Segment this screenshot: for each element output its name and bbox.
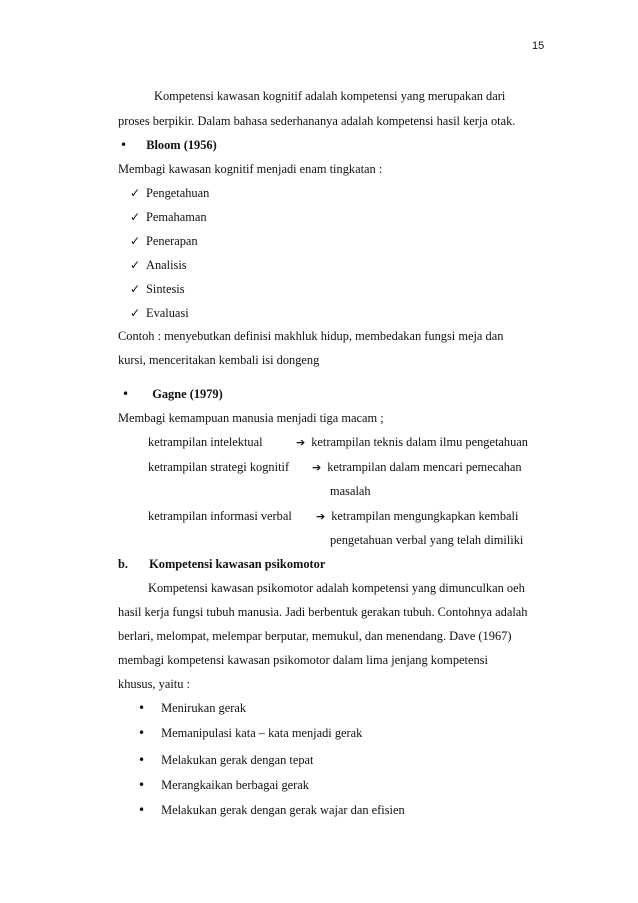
psikomotor-heading: Kompetensi kawasan psikomotor (149, 557, 326, 571)
intro-line-2: proses berpikir. Dalam bahasa sederhananya adalah kompetensi hasil kerja otak. (118, 114, 516, 128)
gagne-item-term: ketrampilan strategi kognitif (148, 460, 290, 474)
bloom-level-label: Evaluasi (146, 306, 189, 320)
gagne-item-desc: ketrampilan dalam mencari pemecahan (327, 460, 522, 474)
checkmark-icon: ✓ (130, 282, 141, 296)
gagne-item (148, 508, 292, 524)
bloom-heading: Bloom (1956) (146, 138, 217, 152)
gagne-item-desc-cont: pengetahuan verbal yang telah dimiliki (330, 533, 524, 547)
gagne-item-desc-row (316, 508, 518, 525)
checkmark-icon: ✓ (130, 210, 141, 224)
bullet-icon: • (122, 387, 130, 401)
psikomotor-level (138, 725, 362, 741)
bullet-icon: • (138, 803, 146, 817)
checkmark-icon: ✓ (130, 186, 141, 200)
checkmark-icon: ✓ (130, 306, 141, 320)
psikomotor-para-line: hasil kerja fungsi tubuh manusia. Jadi berbentuk gerakan tubuh. Contohnya adalah (118, 605, 528, 619)
psikomotor-level-label: Memanipulasi kata – kata menjadi gerak (161, 726, 363, 740)
arrow-right-icon: ➔ (312, 461, 322, 474)
intro-line-1 (154, 88, 544, 104)
bloom-level-label: Pemahaman (146, 210, 207, 224)
bloom-level-label: Penerapan (146, 234, 198, 248)
gagne-item-term: ketrampilan informasi verbal (148, 509, 292, 523)
bloom-example-line-2: kursi, menceritakan kembali isi dongeng (118, 353, 320, 367)
psikomotor-level-label: Melakukan gerak dengan tepat (161, 753, 314, 767)
psikomotor-level-label: Merangkaikan berbagai gerak (161, 778, 310, 792)
psikomotor-level-label: Melakukan gerak dengan gerak wajar dan efisien (161, 803, 405, 817)
psikomotor-level (138, 777, 309, 793)
psikomotor-level (138, 802, 405, 818)
gagne-item (148, 434, 263, 450)
gagne-lead: Membagi kemampuan manusia menjadi tiga macam ; (118, 411, 384, 425)
psikomotor-heading-row (118, 556, 325, 572)
bullet-icon: • (138, 778, 146, 792)
psikomotor-level (138, 752, 314, 768)
gagne-heading: Gagne (1979) (152, 387, 223, 401)
gagne-item-term: ketrampilan intelektual (148, 435, 263, 449)
bloom-example-line-1: Contoh : menyebutkan definisi makhluk hidup, membedakan fungsi meja dan (118, 329, 504, 343)
bloom-level (130, 257, 187, 273)
gagne-item-desc-cont: masalah (330, 484, 371, 498)
psikomotor-para-line: membagi kompetensi kawasan psikomotor dalam lima jenjang kompetensi (118, 653, 488, 667)
section-marker: b. (118, 557, 128, 571)
bullet-icon: • (138, 726, 146, 740)
gagne-heading-row (122, 386, 223, 402)
bloom-level (130, 305, 189, 321)
bloom-level (130, 209, 207, 225)
bloom-level-label: Pengetahuan (146, 186, 210, 200)
psikomotor-para-line: berlari, melompat, melempar berputar, memukul, dan menendang. Dave (1967) (118, 629, 512, 643)
bloom-level-label: Sintesis (146, 282, 185, 296)
psikomotor-level (138, 700, 246, 716)
gagne-item (148, 459, 289, 475)
bloom-level (130, 185, 209, 201)
gagne-item-desc-row (312, 459, 522, 476)
checkmark-icon: ✓ (130, 258, 141, 272)
bullet-icon: • (138, 753, 146, 767)
gagne-item-desc: ketrampilan mengungkapkan kembali (331, 509, 519, 523)
bloom-level (130, 281, 185, 297)
gagne-item-desc: ketrampilan teknis dalam ilmu pengetahuan (311, 435, 528, 449)
psikomotor-para-line: khusus, yaitu : (118, 677, 190, 691)
psikomotor-para-line: Kompetensi kawasan psikomotor adalah kompetensi yang dimunculkan oeh (148, 581, 525, 595)
page-number: 15 (532, 40, 545, 52)
gagne-item-desc-row (296, 434, 528, 451)
bullet-icon: • (120, 138, 128, 152)
psikomotor-level-label: Menirukan gerak (161, 701, 247, 715)
bloom-level-label: Analisis (146, 258, 187, 272)
checkmark-icon: ✓ (130, 234, 141, 248)
arrow-right-icon: ➔ (316, 510, 326, 523)
bloom-level (130, 233, 198, 249)
arrow-right-icon: ➔ (296, 436, 306, 449)
bloom-heading-row (120, 137, 217, 153)
intro-text-1: Kompetensi kawasan kognitif adalah kompetensi yang merupakan dari (154, 89, 506, 103)
bloom-lead: Membagi kawasan kognitif menjadi enam tingkatan : (118, 162, 383, 176)
bullet-icon: • (138, 701, 146, 715)
